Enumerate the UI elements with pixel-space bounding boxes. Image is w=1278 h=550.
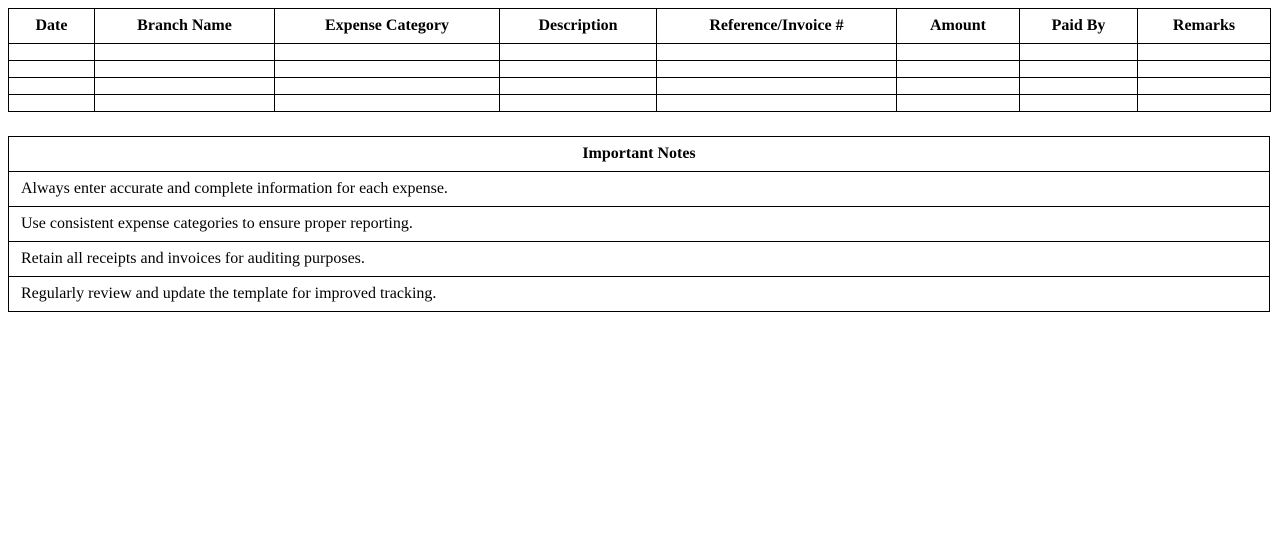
table-cell[interactable] [95, 95, 275, 112]
table-cell[interactable] [897, 95, 1020, 112]
important-notes-table [8, 136, 1270, 312]
table-cell[interactable] [500, 61, 657, 78]
column-header-remarks: Remarks [1138, 9, 1271, 44]
column-header-description: Description [500, 9, 657, 44]
note-item: Always enter accurate and complete information for each expense. [9, 172, 1270, 207]
table-row [9, 44, 1271, 61]
table-cell[interactable] [1138, 95, 1271, 112]
table-cell[interactable] [1138, 78, 1271, 95]
table-cell[interactable] [657, 78, 897, 95]
table-cell[interactable] [657, 95, 897, 112]
table-cell[interactable] [9, 78, 95, 95]
table-cell[interactable] [95, 44, 275, 61]
table-cell[interactable] [95, 61, 275, 78]
table-cell[interactable] [897, 44, 1020, 61]
table-cell[interactable] [897, 61, 1020, 78]
table-cell[interactable] [1020, 95, 1138, 112]
note-item: Retain all receipts and invoices for auditing purposes. [9, 242, 1270, 277]
table-cell[interactable] [275, 78, 500, 95]
note-row [9, 207, 1270, 242]
note-row [9, 277, 1270, 312]
notes-header-row [9, 137, 1270, 172]
table-row [9, 61, 1271, 78]
table-cell[interactable] [500, 44, 657, 61]
column-header-branch-name: Branch Name [95, 9, 275, 44]
header-row [9, 9, 1271, 44]
table-cell[interactable] [897, 78, 1020, 95]
table-cell[interactable] [1020, 44, 1138, 61]
note-row [9, 172, 1270, 207]
column-header-paid-by: Paid By [1020, 9, 1138, 44]
table-cell[interactable] [9, 95, 95, 112]
table-cell[interactable] [9, 61, 95, 78]
note-item: Use consistent expense categories to ensure proper reporting. [9, 207, 1270, 242]
table-row [9, 95, 1271, 112]
column-header-expense-category: Expense Category [275, 9, 500, 44]
table-cell[interactable] [1138, 61, 1271, 78]
table-cell[interactable] [9, 44, 95, 61]
table-cell[interactable] [275, 95, 500, 112]
notes-title: Important Notes [9, 137, 1270, 172]
table-cell[interactable] [275, 61, 500, 78]
table-cell[interactable] [1138, 44, 1271, 61]
table-cell[interactable] [500, 95, 657, 112]
expense-table [8, 8, 1271, 112]
table-row [9, 78, 1271, 95]
table-cell[interactable] [1020, 61, 1138, 78]
table-cell[interactable] [657, 44, 897, 61]
table-cell[interactable] [500, 78, 657, 95]
column-header-reference-invoice: Reference/Invoice # [657, 9, 897, 44]
table-cell[interactable] [1020, 78, 1138, 95]
column-header-amount: Amount [897, 9, 1020, 44]
note-item: Regularly review and update the template for improved tracking. [9, 277, 1270, 312]
note-row [9, 242, 1270, 277]
column-header-date: Date [9, 9, 95, 44]
table-cell[interactable] [657, 61, 897, 78]
table-cell[interactable] [95, 78, 275, 95]
table-cell[interactable] [275, 44, 500, 61]
